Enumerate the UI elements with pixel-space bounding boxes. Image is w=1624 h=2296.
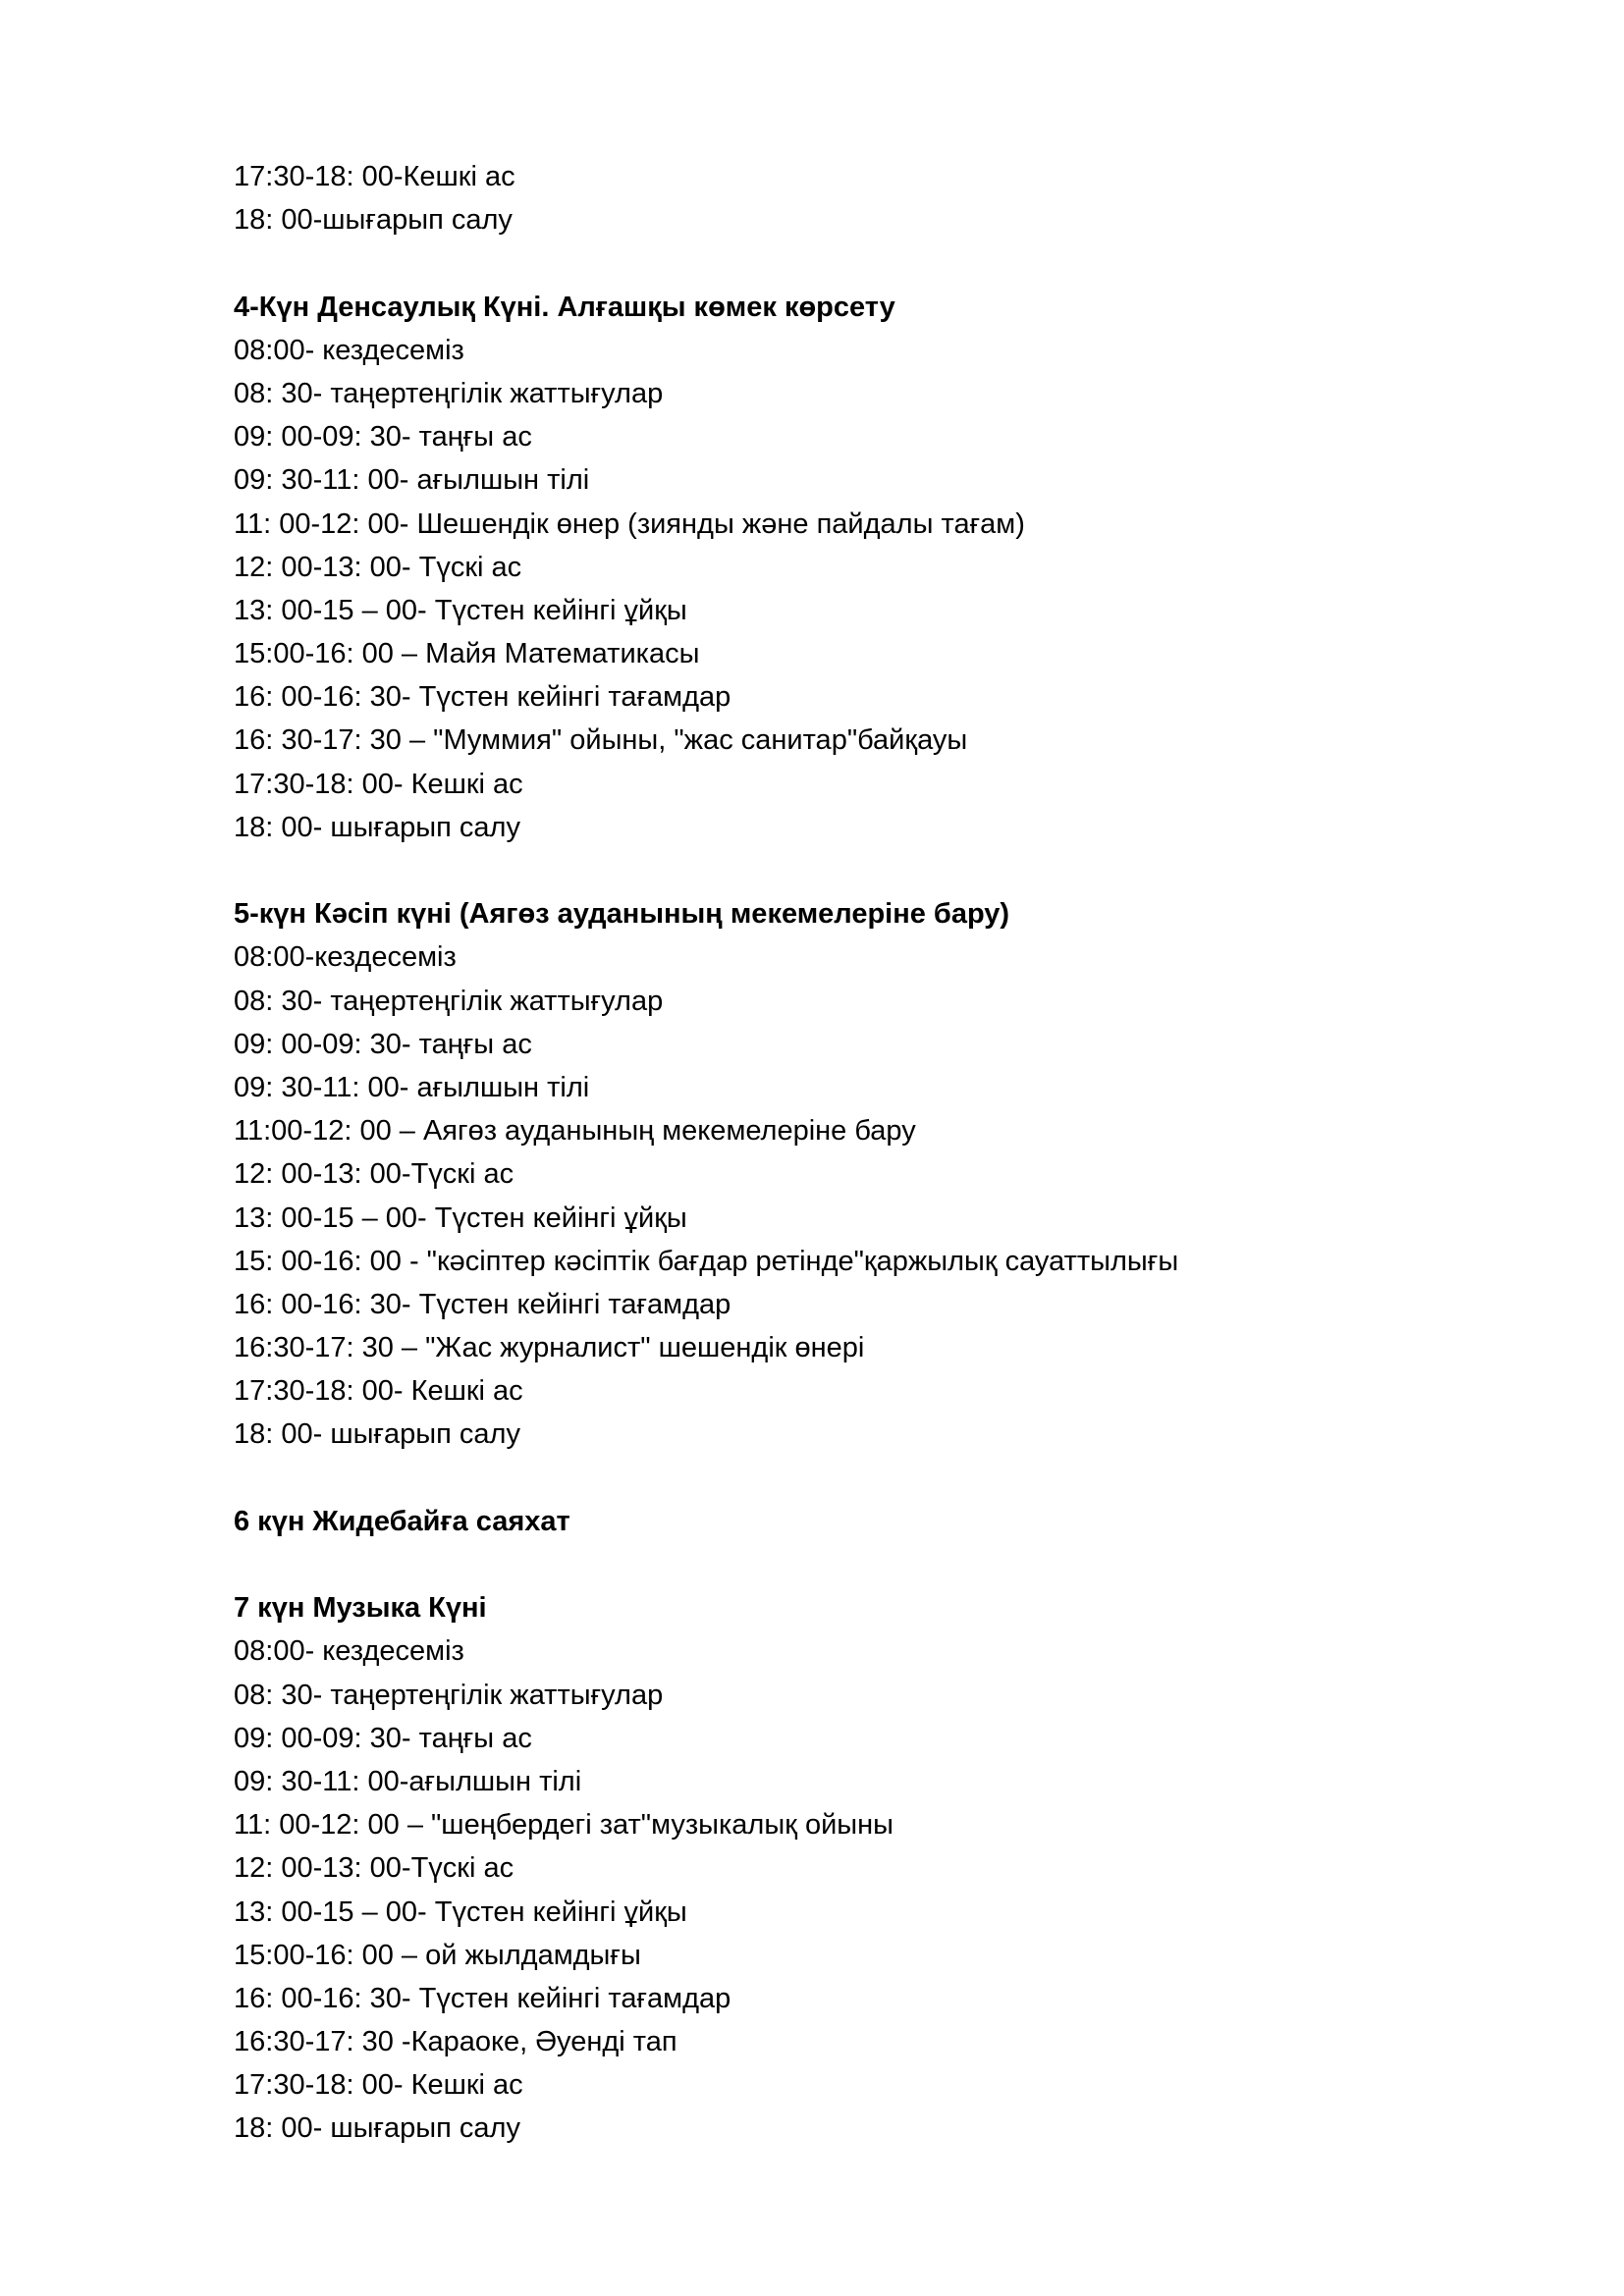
schedule-line: 16:30-17: 30 -Караоке, Әуенді тап [234, 2026, 677, 2058]
section-gap [234, 241, 1451, 285]
schedule-line: 13: 00-15 – 00- Түстен кейінгі ұйқы [234, 1896, 687, 1928]
schedule-line: 16: 00-16: 30- Түстен кейінгі тағамдар [234, 1288, 731, 1320]
schedule-line: 08: 30- таңертеңгілік жаттығулар [234, 377, 664, 409]
schedule-line: 18: 00- шығарып салу [234, 2112, 520, 2145]
schedule-line: 15:00-16: 00 – Майя Математикасы [234, 638, 700, 670]
day6-section [234, 1500, 1451, 1543]
schedule-line: 13: 00-15 – 00- Түстен кейінгі ұйқы [234, 1201, 687, 1234]
schedule-line: 15: 00-16: 00 - "кәсіптер кәсіптік бағдар ретінде"қаржылық сауаттылығы [234, 1245, 1179, 1277]
day7-section [234, 1586, 1451, 2150]
schedule-line: 08:00- кездесеміз [234, 1635, 464, 1668]
day5-section [234, 892, 1451, 1456]
schedule-line: 17:30-18: 00- Кешкі ас [234, 768, 523, 800]
schedule-line: 08: 30- таңертеңгілік жаттығулар [234, 985, 664, 1017]
section-gap [234, 1457, 1451, 1500]
day5-heading: 5-күн Кәсіп күні (Аягөз ауданының мекемелеріне бару) [234, 898, 1010, 931]
schedule-line: 17:30-18: 00-Кешкі ас [234, 161, 515, 192]
schedule-line: 08:00-кездесеміз [234, 941, 457, 974]
schedule-line: 17:30-18: 00- Кешкі ас [234, 2069, 523, 2102]
schedule-line: 09: 30-11: 00- ағылшын тілі [234, 464, 590, 497]
schedule-line: 09: 30-11: 00-ағылшын тілі [234, 1765, 582, 1797]
day7-heading: 7 күн Музыка Күні [234, 1592, 487, 1625]
schedule-line: 18: 00-шығарып салу [234, 204, 513, 237]
day4-section [234, 286, 1451, 849]
schedule-line: 11:00-12: 00 – Аягөз ауданының мекемелеріне бару [234, 1115, 916, 1148]
schedule-line: 16: 00-16: 30- Түстен кейінгі тағамдар [234, 681, 731, 714]
schedule-line: 17:30-18: 00- Кешкі ас [234, 1375, 523, 1408]
schedule-line: 18: 00- шығарып салу [234, 811, 520, 843]
schedule-line: 13: 00-15 – 00- Түстен кейінгі ұйқы [234, 594, 687, 626]
schedule-line: 08: 30- таңертеңгілік жаттығулар [234, 1679, 664, 1711]
schedule-line: 11: 00-12: 00 – "шеңбердегі зат"музыкалық ойыны [234, 1809, 893, 1842]
schedule-line: 12: 00-13: 00-Түскі ас [234, 1158, 514, 1191]
schedule-line: 12: 00-13: 00- Түскі ас [234, 551, 522, 583]
schedule-line: 08:00- кездесеміз [234, 334, 464, 366]
section-gap [234, 1543, 1451, 1586]
schedule-line: 09: 00-09: 30- таңғы ас [234, 1722, 532, 1754]
schedule-line: 16: 30-17: 30 – "Муммия" ойыны, "жас санитар"байқауы [234, 724, 968, 757]
schedule-line: 12: 00-13: 00-Түскі ас [234, 1852, 514, 1885]
previous-day-tail [234, 155, 1451, 241]
day6-heading: 6 күн Жидебайға саяхат [234, 1505, 570, 1537]
section-gap [234, 849, 1451, 892]
schedule-line: 15:00-16: 00 – ой жылдамдығы [234, 1939, 641, 1971]
schedule-line: 11: 00-12: 00- Шешендік өнер (зиянды және пайдалы тағам) [234, 507, 1025, 540]
schedule-line: 16: 00-16: 30- Түстен кейінгі тағамдар [234, 1982, 731, 2014]
day4-heading: 4-Күн Денсаулық Күні. Алғашқы көмек көрсету [234, 291, 895, 323]
schedule-line: 09: 30-11: 00- ағылшын тілі [234, 1071, 590, 1103]
schedule-line: 18: 00- шығарып салу [234, 1418, 520, 1451]
schedule-line: 09: 00-09: 30- таңғы ас [234, 421, 532, 454]
schedule-content [234, 155, 1451, 2151]
schedule-line: 16:30-17: 30 – "Жас журналист" шешендік өнері [234, 1332, 865, 1364]
schedule-line: 09: 00-09: 30- таңғы ас [234, 1028, 532, 1060]
